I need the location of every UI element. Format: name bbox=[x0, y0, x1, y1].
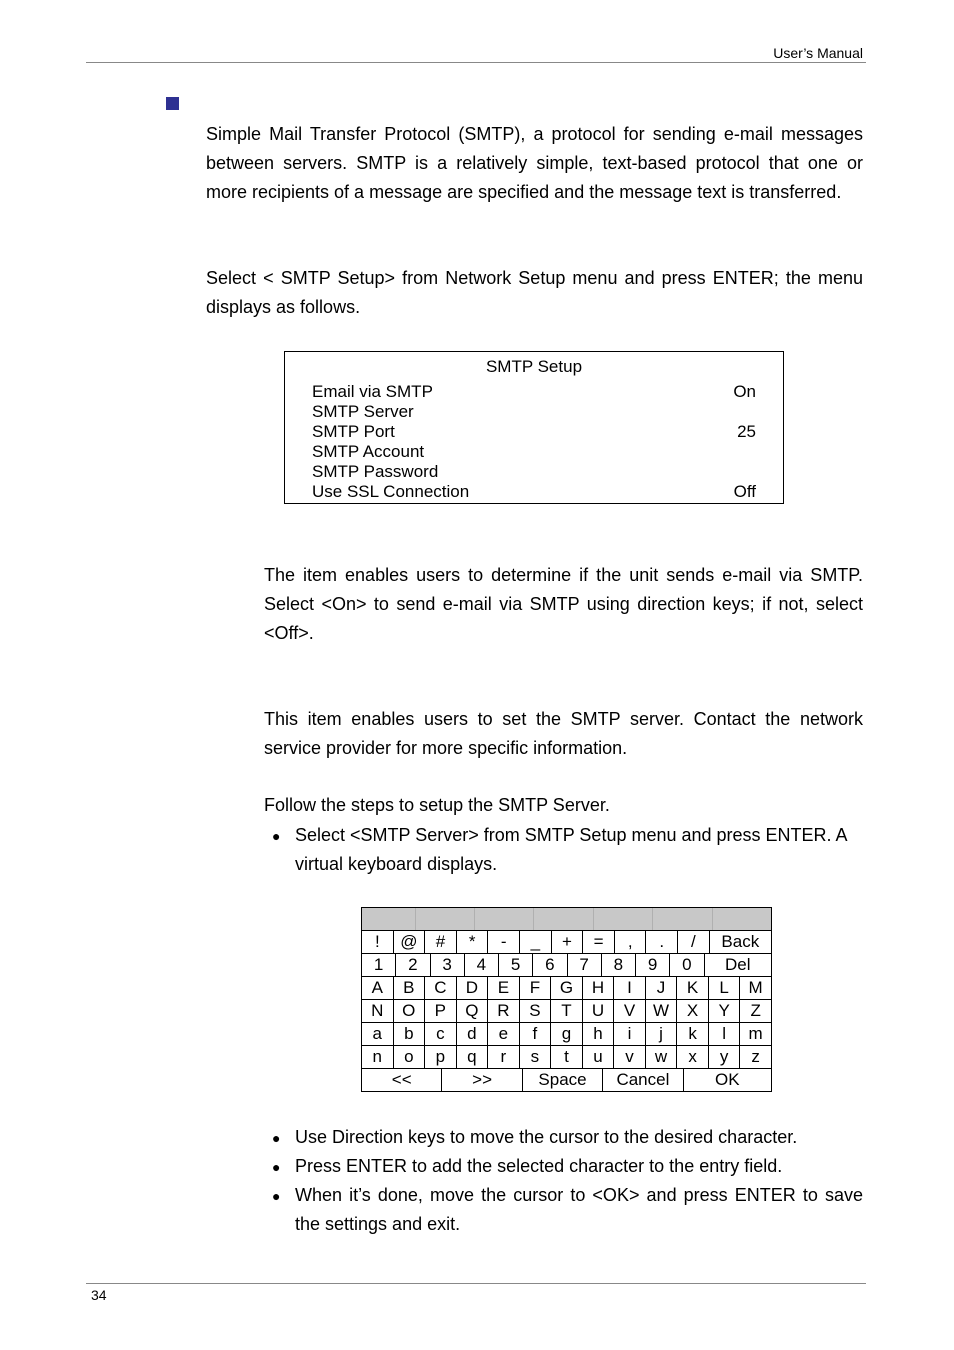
key[interactable]: V bbox=[614, 1000, 646, 1022]
key[interactable]: 2 bbox=[396, 954, 430, 976]
steps-intro: Follow the steps to setup the SMTP Server. bbox=[264, 795, 610, 815]
keyboard-row-controls bbox=[362, 1069, 771, 1091]
menu-item-smtp-account[interactable] bbox=[312, 442, 756, 462]
key[interactable]: h bbox=[583, 1023, 615, 1045]
prev-key[interactable]: << bbox=[362, 1069, 442, 1091]
key[interactable]: , bbox=[615, 931, 647, 953]
key[interactable]: i bbox=[614, 1023, 646, 1045]
menu-item-smtp-port[interactable] bbox=[312, 422, 756, 442]
key[interactable]: 5 bbox=[499, 954, 533, 976]
key[interactable]: m bbox=[748, 1024, 763, 1043]
ok-key[interactable]: OK bbox=[715, 1070, 740, 1089]
key[interactable]: ! bbox=[362, 931, 394, 953]
back-key[interactable]: Back bbox=[721, 932, 760, 951]
key[interactable]: . bbox=[646, 931, 678, 953]
key[interactable]: d bbox=[457, 1023, 489, 1045]
email-via-smtp-description: The item enables users to determine if the unit sends e-mail via SMTP. Select <On> to send e-mail via SMTP using direction keys; if not, select <Off>. bbox=[264, 565, 863, 643]
keyboard-row-lower-2 bbox=[362, 1046, 771, 1069]
key[interactable]: 0 bbox=[670, 954, 704, 976]
page-number: 34 bbox=[91, 1287, 107, 1303]
key[interactable]: + bbox=[552, 931, 584, 953]
menu-item-label: SMTP Port bbox=[312, 422, 395, 441]
next-key[interactable]: >> bbox=[442, 1069, 522, 1091]
space-key[interactable]: Space bbox=[523, 1069, 603, 1091]
key[interactable]: p bbox=[425, 1046, 457, 1068]
key[interactable]: C bbox=[425, 977, 457, 999]
step-item: When it’s done, move the cursor to <OK> and press ENTER to save the settings and exit. bbox=[295, 1185, 863, 1234]
key[interactable]: H bbox=[583, 977, 615, 999]
key[interactable]: Z bbox=[750, 1001, 761, 1020]
key[interactable]: E bbox=[488, 977, 520, 999]
keyboard-row-upper-1 bbox=[362, 977, 771, 1000]
key[interactable]: M bbox=[748, 978, 763, 997]
key[interactable]: j bbox=[646, 1023, 678, 1045]
key[interactable]: U bbox=[583, 1000, 615, 1022]
key[interactable]: K bbox=[677, 977, 709, 999]
key[interactable]: f bbox=[520, 1023, 552, 1045]
key[interactable]: l bbox=[709, 1023, 741, 1045]
key[interactable]: e bbox=[488, 1023, 520, 1045]
key[interactable]: 1 bbox=[362, 954, 396, 976]
key[interactable]: S bbox=[520, 1000, 552, 1022]
key[interactable]: o bbox=[394, 1046, 426, 1068]
key[interactable]: c bbox=[425, 1023, 457, 1045]
key[interactable]: R bbox=[488, 1000, 520, 1022]
key[interactable]: A bbox=[362, 977, 394, 999]
keyboard-row-digits bbox=[362, 954, 771, 977]
keyboard-row-upper-2 bbox=[362, 1000, 771, 1023]
menu-item-use-ssl[interactable] bbox=[312, 482, 756, 502]
key[interactable]: w bbox=[646, 1046, 678, 1068]
key[interactable]: N bbox=[362, 1000, 394, 1022]
key[interactable]: v bbox=[614, 1046, 646, 1068]
key[interactable]: n bbox=[362, 1046, 394, 1068]
keyboard-row-lower-1 bbox=[362, 1023, 771, 1046]
virtual-keyboard bbox=[361, 907, 772, 1092]
key[interactable]: z bbox=[751, 1047, 760, 1066]
menu-item-smtp-server[interactable] bbox=[312, 402, 756, 422]
key[interactable]: y bbox=[709, 1046, 741, 1068]
footer-rule bbox=[86, 1283, 866, 1284]
cancel-key[interactable]: Cancel bbox=[603, 1069, 683, 1091]
key[interactable]: g bbox=[551, 1023, 583, 1045]
menu-item-value: On bbox=[733, 382, 756, 401]
menu-item-label: SMTP Password bbox=[312, 462, 439, 481]
key[interactable]: x bbox=[677, 1046, 709, 1068]
running-header: User’s Manual bbox=[773, 45, 863, 61]
key[interactable]: b bbox=[394, 1023, 426, 1045]
key[interactable]: # bbox=[425, 931, 457, 953]
key[interactable]: 3 bbox=[431, 954, 465, 976]
key[interactable]: W bbox=[646, 1000, 678, 1022]
header-rule bbox=[86, 62, 866, 63]
menu-item-smtp-password[interactable] bbox=[312, 462, 756, 482]
key[interactable]: 9 bbox=[636, 954, 670, 976]
del-key[interactable]: Del bbox=[724, 955, 751, 974]
key[interactable]: r bbox=[488, 1046, 520, 1068]
menu-item-label: Email via SMTP bbox=[312, 382, 433, 401]
key[interactable]: 7 bbox=[568, 954, 602, 976]
intro-paragraph: Simple Mail Transfer Protocol (SMTP), a protocol for sending e-mail messages between servers. SMTP is a relatively simple, text-based protocol that one or more recipients of a message are specified and the message text is transferred. bbox=[206, 124, 863, 202]
step-item: Use Direction keys to move the cursor to the desired character. bbox=[295, 1127, 798, 1147]
key[interactable]: O bbox=[394, 1000, 426, 1022]
key[interactable]: J bbox=[646, 977, 678, 999]
key[interactable]: a bbox=[362, 1023, 394, 1045]
key[interactable]: 4 bbox=[465, 954, 499, 976]
bullet-dot: ● bbox=[272, 1188, 281, 1204]
key[interactable]: Q bbox=[457, 1000, 489, 1022]
key[interactable]: 8 bbox=[602, 954, 636, 976]
key[interactable]: 6 bbox=[533, 954, 567, 976]
bullet-dot: ● bbox=[272, 1130, 281, 1146]
step-item: Press ENTER to add the selected character to the entry field. bbox=[295, 1156, 783, 1176]
key[interactable]: * bbox=[457, 931, 489, 953]
menu-item-value: 25 bbox=[737, 422, 756, 441]
key[interactable]: = bbox=[583, 931, 615, 953]
keyboard-row-symbols bbox=[362, 931, 771, 954]
key[interactable]: G bbox=[551, 977, 583, 999]
bullet-dot: ● bbox=[272, 828, 281, 844]
key[interactable]: T bbox=[551, 1000, 583, 1022]
section-bullet-square bbox=[166, 97, 179, 110]
keyboard-entry-field bbox=[362, 908, 771, 931]
smtp-setup-menu bbox=[284, 351, 784, 504]
key[interactable]: t bbox=[551, 1046, 583, 1068]
key[interactable]: u bbox=[583, 1046, 615, 1068]
menu-item-label: SMTP Account bbox=[312, 442, 425, 461]
smtp-server-description: This item enables users to set the SMTP server. Contact the network service provider for more specific information. bbox=[264, 709, 863, 758]
key[interactable]: F bbox=[520, 977, 552, 999]
step-item: Select <SMTP Server> from SMTP Setup menu and press ENTER. A virtual keyboard displays. bbox=[295, 825, 847, 874]
key[interactable]: X bbox=[677, 1000, 709, 1022]
key[interactable]: s bbox=[520, 1046, 552, 1068]
menu-item-email-via-smtp[interactable] bbox=[312, 382, 756, 402]
intro-instruction: Select < SMTP Setup> from Network Setup menu and press ENTER; the menu displays as follows. bbox=[206, 268, 863, 317]
key[interactable]: / bbox=[678, 931, 710, 953]
key[interactable]: B bbox=[394, 977, 426, 999]
key[interactable]: D bbox=[457, 977, 489, 999]
key[interactable]: Y bbox=[709, 1000, 741, 1022]
key[interactable]: q bbox=[457, 1046, 489, 1068]
key[interactable]: - bbox=[488, 931, 520, 953]
key[interactable]: _ bbox=[520, 931, 552, 953]
menu-item-value: Off bbox=[733, 482, 756, 501]
key[interactable]: P bbox=[425, 1000, 457, 1022]
key[interactable]: L bbox=[709, 977, 741, 999]
key[interactable]: I bbox=[614, 977, 646, 999]
menu-item-label: SMTP Server bbox=[312, 402, 414, 421]
bullet-dot: ● bbox=[272, 1159, 281, 1175]
key[interactable]: @ bbox=[394, 931, 426, 953]
menu-item-label: Use SSL Connection bbox=[312, 482, 470, 501]
smtp-menu-title: SMTP Setup bbox=[485, 357, 583, 376]
key[interactable]: k bbox=[677, 1023, 709, 1045]
